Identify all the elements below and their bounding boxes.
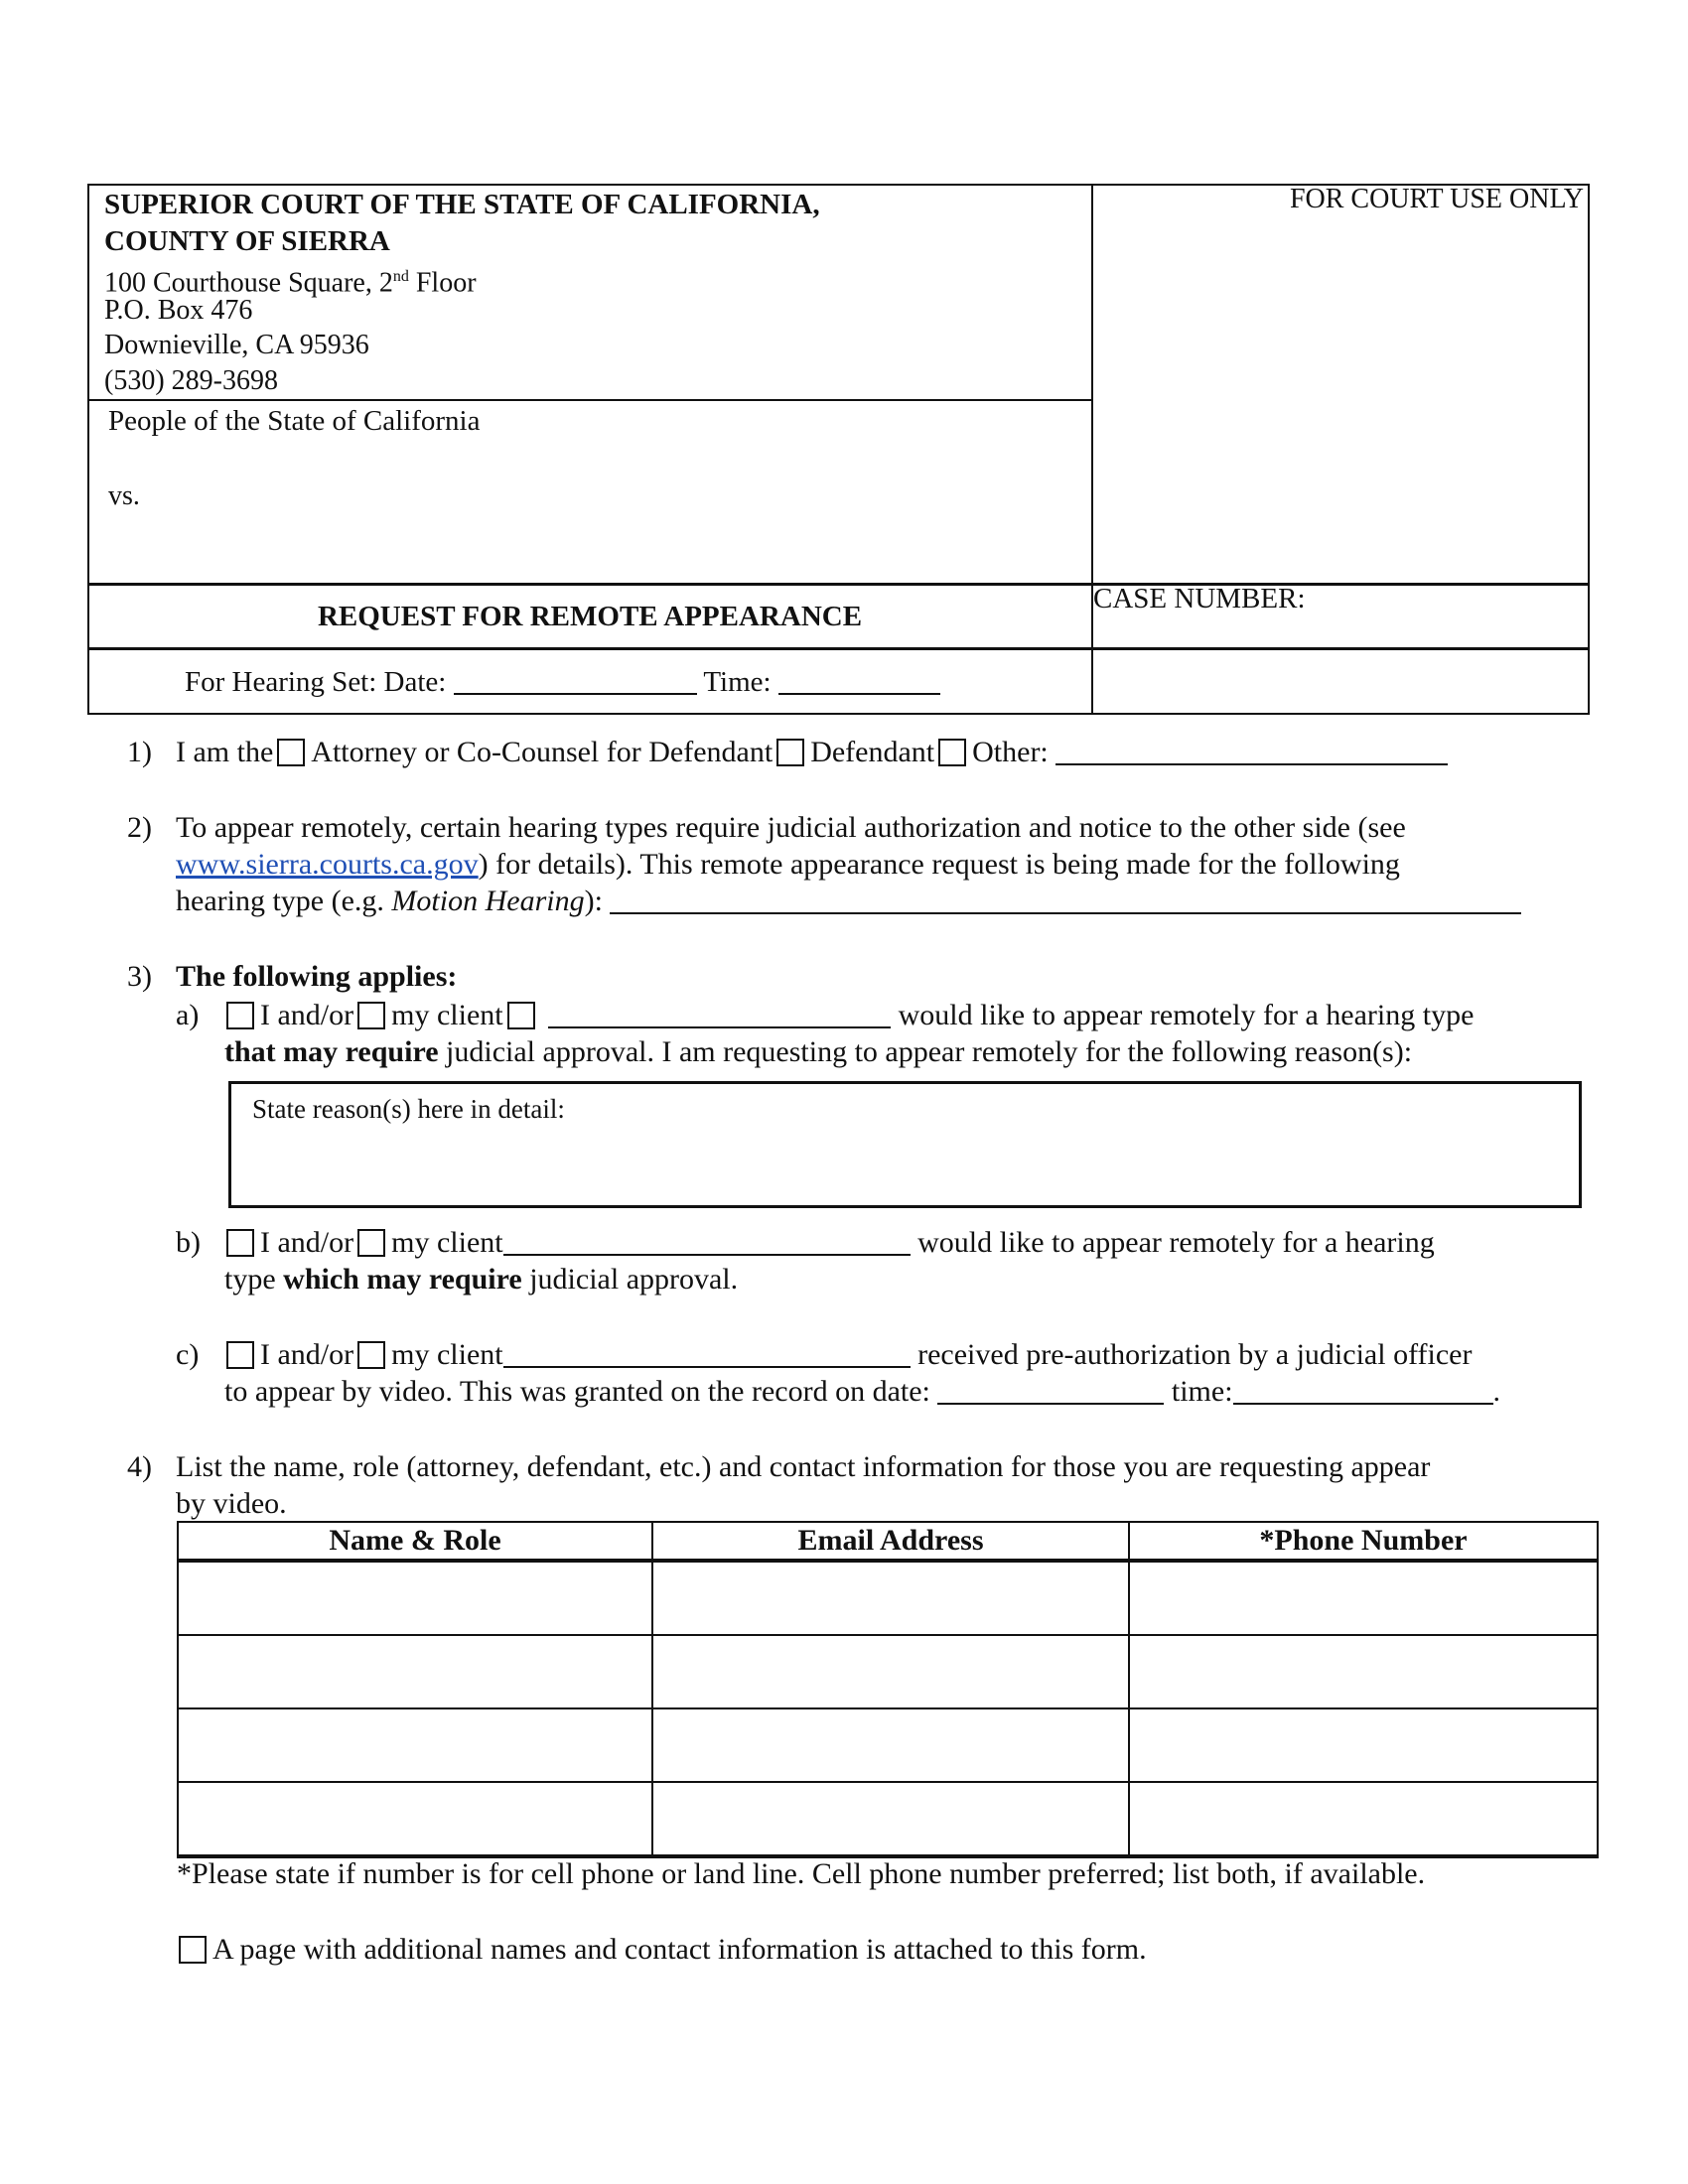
address-sup: nd — [392, 268, 409, 285]
3b-client-checkbox[interactable] — [357, 1229, 385, 1257]
3c-period: . — [1492, 1375, 1501, 1408]
item3c-line1 — [222, 1337, 1472, 1373]
table-header-row — [178, 1522, 1598, 1561]
attorney-checkbox[interactable] — [277, 739, 305, 766]
hearing-time-field[interactable] — [778, 667, 940, 695]
email-cell[interactable] — [652, 1782, 1129, 1856]
court-po-box: P.O. Box 476 — [104, 295, 253, 326]
3c-line2-text: to appear by video. This was granted on the record on date: — [224, 1375, 930, 1408]
court-website-link[interactable]: www.sierra.courts.ca.gov — [176, 848, 479, 881]
email-cell[interactable] — [652, 1708, 1129, 1782]
item2-line2-text: ) for details). This remote appearance request is being made for the following — [478, 848, 1400, 881]
3b-client-label: my client — [391, 1226, 503, 1259]
3a-other-checkbox[interactable] — [507, 1002, 535, 1029]
3a-name-field[interactable] — [548, 1001, 891, 1028]
3c-time-field[interactable] — [1233, 1377, 1493, 1405]
hearing-type-field[interactable] — [610, 887, 1521, 914]
item4-line2: by video. — [176, 1487, 287, 1520]
3c-name-field[interactable] — [503, 1340, 911, 1368]
3c-self-label: I and/or — [260, 1338, 354, 1371]
name-cell[interactable] — [178, 1782, 652, 1856]
3b-rest: would like to appear remotely for a hearing — [917, 1226, 1435, 1259]
name-cell[interactable] — [178, 1561, 652, 1635]
3b-bold: which may require — [283, 1263, 522, 1296]
item3b-line1 — [222, 1225, 1435, 1261]
plaintiff-name: People of the State of California — [108, 405, 481, 437]
3a-self-checkbox[interactable] — [226, 1002, 254, 1029]
item3b-line2 — [224, 1262, 738, 1297]
table-row — [178, 1561, 1598, 1635]
hearing-date-label: For Hearing Set: Date: — [185, 666, 447, 698]
3c-client-checkbox[interactable] — [357, 1341, 385, 1369]
other-field[interactable] — [1055, 738, 1448, 765]
reason-textarea[interactable] — [228, 1081, 1582, 1208]
item1-lead: I am the — [176, 736, 274, 768]
3a-client-checkbox[interactable] — [357, 1002, 385, 1029]
item2-number: 2) — [127, 811, 152, 844]
contacts-table — [177, 1521, 1599, 1858]
item4-number: 4) — [127, 1450, 152, 1483]
attachment-line — [175, 1932, 1147, 1968]
table-row — [178, 1782, 1598, 1856]
table-row — [178, 1635, 1598, 1708]
item3b-label: b) — [176, 1226, 201, 1259]
3c-date-field[interactable] — [937, 1377, 1164, 1405]
court-phone: (530) 289-3698 — [104, 365, 278, 396]
phone-cell[interactable] — [1129, 1782, 1598, 1856]
case-number-label: CASE NUMBER: — [1093, 583, 1306, 614]
form-title: REQUEST FOR REMOTE APPEARANCE — [317, 601, 863, 632]
reason-placeholder: State reason(s) here in detail: — [252, 1094, 565, 1124]
3b-name-field[interactable] — [503, 1228, 911, 1256]
item2-line3-a: hearing type (e.g. — [176, 885, 392, 917]
other-label: Other: — [972, 736, 1049, 768]
attachment-label: A page with additional names and contact information is attached to this form. — [212, 1933, 1147, 1966]
hearing-time-label: Time: — [703, 666, 772, 698]
3a-self-label: I and/or — [260, 999, 354, 1031]
item3-number: 3) — [127, 960, 152, 993]
item2-line3 — [176, 884, 1521, 919]
email-cell[interactable] — [652, 1635, 1129, 1708]
attorney-label: Attorney or Co-Counsel for Defendant — [311, 736, 774, 768]
3a-line2-rest: judicial approval. I am requesting to appear remotely for the following reason(s): — [438, 1035, 1413, 1068]
3c-rest: received pre-authorization by a judicial officer — [917, 1338, 1473, 1371]
vs-label: vs. — [108, 480, 140, 511]
item3a-label: a) — [176, 999, 200, 1031]
name-cell[interactable] — [178, 1635, 652, 1708]
email-cell[interactable] — [652, 1561, 1129, 1635]
item2-example: Motion Hearing — [391, 885, 585, 917]
divider — [87, 647, 1590, 650]
3a-rest: would like to appear remotely for a hearing type — [898, 999, 1475, 1031]
3b-self-checkbox[interactable] — [226, 1229, 254, 1257]
3a-bold: that may require — [224, 1035, 439, 1068]
column-header-name: Name & Role — [178, 1522, 652, 1561]
court-use-only-label: FOR COURT USE ONLY — [1289, 184, 1584, 214]
phone-cell[interactable] — [1129, 1635, 1598, 1708]
phone-footnote: *Please state if number is for cell phone or land line. Cell phone number preferred; list both, if available. — [177, 1857, 1426, 1890]
3b-line2-a: type — [224, 1263, 284, 1296]
court-name: SUPERIOR COURT OF THE STATE OF CALIFORNIA, — [104, 189, 820, 220]
item3a-line1 — [222, 998, 1474, 1033]
item3-heading: The following applies: — [176, 960, 458, 993]
3b-line2-rest: judicial approval. — [521, 1263, 739, 1296]
item1-line — [176, 735, 1448, 770]
item3a-line2 — [224, 1034, 1412, 1070]
county-name: COUNTY OF SIERRA — [104, 225, 390, 257]
name-cell[interactable] — [178, 1708, 652, 1782]
defendant-checkbox[interactable] — [776, 739, 804, 766]
other-checkbox[interactable] — [938, 739, 966, 766]
hearing-date-field[interactable] — [454, 667, 697, 695]
item4-line1: List the name, role (attorney, defendant, etc.) and contact information for those you are requesting appear — [176, 1450, 1431, 1483]
item2-line2 — [176, 847, 1400, 883]
3c-time-label: time: — [1171, 1375, 1233, 1408]
item2-line3-b: ): — [584, 885, 603, 917]
defendant-label: Defendant — [810, 736, 935, 768]
address-floor: Floor — [408, 267, 477, 299]
3c-self-checkbox[interactable] — [226, 1341, 254, 1369]
column-header-phone: *Phone Number — [1129, 1522, 1598, 1561]
column-header-email: Email Address — [652, 1522, 1129, 1561]
item2-line1: To appear remotely, certain hearing types require judicial authorization and notice to the other side (see — [176, 811, 1406, 844]
item3c-line2 — [224, 1374, 1500, 1410]
phone-cell[interactable] — [1129, 1708, 1598, 1782]
table-row — [178, 1708, 1598, 1782]
3b-self-label: I and/or — [260, 1226, 354, 1259]
phone-cell[interactable] — [1129, 1561, 1598, 1635]
hearing-set-line — [185, 664, 940, 700]
divider — [87, 583, 1590, 586]
divider — [87, 399, 1092, 401]
item3c-label: c) — [176, 1338, 200, 1371]
3a-client-label: my client — [391, 999, 503, 1031]
attachment-checkbox[interactable] — [179, 1936, 207, 1964]
3c-client-label: my client — [391, 1338, 503, 1371]
court-city: Downieville, CA 95936 — [104, 330, 369, 360]
item1-number: 1) — [127, 736, 152, 768]
divider — [1091, 184, 1093, 715]
address-street: 100 Courthouse Square, 2 — [104, 267, 393, 299]
